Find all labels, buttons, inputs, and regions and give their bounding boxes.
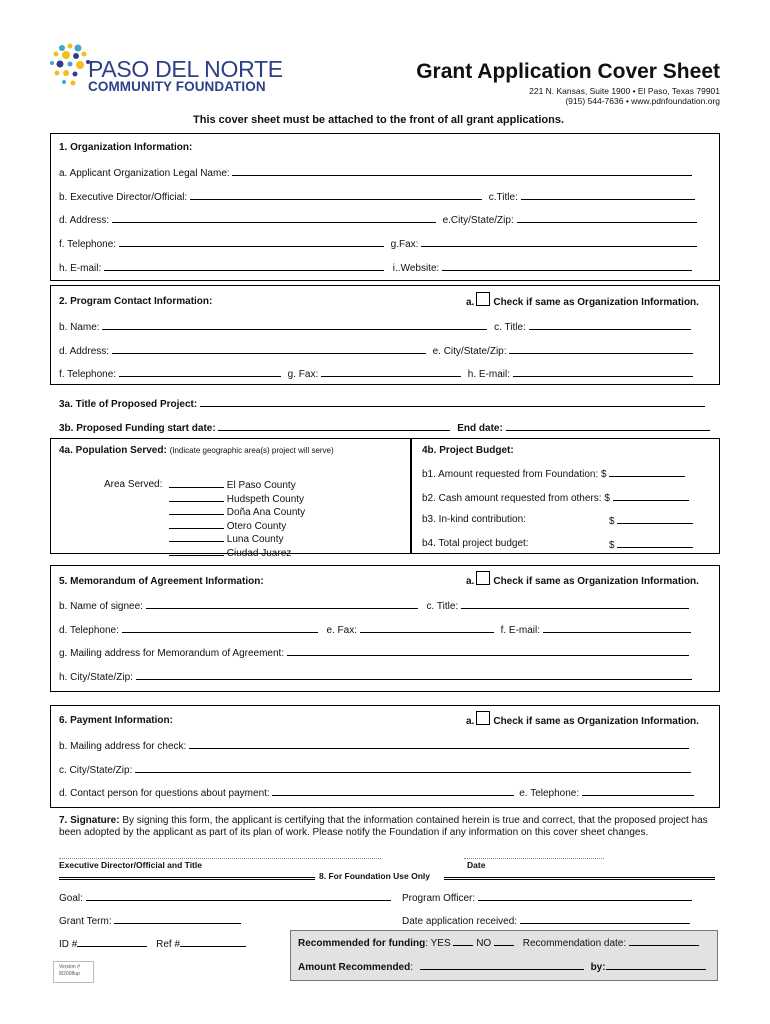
county-row xyxy=(169,492,305,506)
signature-line[interactable] xyxy=(59,858,381,859)
end-date-label: End date: xyxy=(457,423,503,434)
county-label: Ciudad Juarez xyxy=(226,547,292,559)
contact-title-field[interactable] xyxy=(529,320,691,330)
section4-divider xyxy=(410,438,412,554)
signature-statement xyxy=(59,815,724,838)
moa-phone-label: d. Telephone: xyxy=(59,625,119,636)
contact-phone-row xyxy=(59,367,693,380)
contact-address-field[interactable] xyxy=(112,344,426,354)
moa-fax-label: e. Fax: xyxy=(326,625,358,636)
county-field[interactable] xyxy=(169,505,224,515)
exec-director-field[interactable] xyxy=(190,190,482,200)
section2-heading: 2. Program Contact Information: xyxy=(59,296,213,307)
check-address-label: b. Mailing address for check: xyxy=(59,741,187,752)
org-website-label: i..Website: xyxy=(392,263,440,274)
signature-text-line2: been adopted by the applicant as part of its plan of work. Please notify the Foundation if any information on this cover sheet changes. xyxy=(59,826,649,838)
org-city-field[interactable] xyxy=(517,213,697,223)
ref-field[interactable] xyxy=(180,937,246,947)
budget-b2-field[interactable] xyxy=(613,491,689,501)
section5-heading: 5. Memorandum of Agreement Information: xyxy=(59,576,264,587)
address-line2: (915) 544-7636 • www.pdnfoundation.org xyxy=(565,96,720,106)
signee-title-label: c. Title: xyxy=(426,601,459,612)
section2-same-check xyxy=(466,292,699,308)
section5-check-label: Check if same as Organization Information. xyxy=(493,576,699,587)
area-served-label: Area Served: xyxy=(104,479,163,490)
payment-contact-row xyxy=(59,786,694,799)
population-heading xyxy=(59,445,334,456)
budget-b2-label: b2. Cash amount requested from others: $ xyxy=(422,493,610,504)
contact-email-label: h. E-mail: xyxy=(467,369,511,380)
logo xyxy=(48,40,283,98)
county-row xyxy=(169,532,305,546)
county-row xyxy=(169,505,305,519)
county-row xyxy=(169,546,305,560)
moa-email-field[interactable] xyxy=(543,623,691,633)
county-list xyxy=(169,478,305,559)
county-row xyxy=(169,478,305,492)
section6-heading: 6. Payment Information: xyxy=(59,715,173,726)
budget-b3-dollar: $ xyxy=(609,516,615,527)
recommendation-date-field[interactable] xyxy=(629,936,699,946)
signee-title-field[interactable] xyxy=(461,599,689,609)
exec-title-label: c.Title: xyxy=(488,192,518,203)
project-title-row xyxy=(59,397,705,410)
signature-label: 7. Signature: xyxy=(59,815,120,826)
amount-recommended-label: Amount Recommended xyxy=(298,962,411,973)
county-field[interactable] xyxy=(169,478,224,488)
goal-label: Goal: xyxy=(59,893,83,904)
contact-phone-label: f. Telephone: xyxy=(59,369,117,380)
section5-check-prefix: a. xyxy=(466,576,475,587)
moa-phone-field[interactable] xyxy=(122,623,318,633)
check-address-row xyxy=(59,739,689,752)
contact-email-field[interactable] xyxy=(513,367,693,377)
org-address-label: d. Address: xyxy=(59,215,110,226)
budget-b1-field[interactable] xyxy=(609,467,685,477)
logo-line2: COMMUNITY FOUNDATION xyxy=(88,79,266,94)
by-label: by: xyxy=(590,962,606,973)
program-officer-field[interactable] xyxy=(478,891,692,901)
payment-contact-label: d. Contact person for questions about payment: xyxy=(59,788,270,799)
county-field[interactable] xyxy=(169,519,224,529)
org-phone-label: f. Telephone: xyxy=(59,239,117,250)
org-fax-field[interactable] xyxy=(421,237,697,247)
date-received-label: Date application received: xyxy=(402,916,518,927)
county-label: Luna County xyxy=(226,534,284,545)
signature-caption: Executive Director/Official and Title xyxy=(59,860,202,870)
org-email-row xyxy=(59,261,692,274)
county-row xyxy=(169,519,305,533)
moa-city-field[interactable] xyxy=(136,670,692,680)
org-email-label: h. E-mail: xyxy=(59,263,102,274)
contact-phone-field[interactable] xyxy=(119,367,281,377)
budget-b2-row xyxy=(422,491,689,504)
by-field[interactable] xyxy=(606,960,706,970)
budget-heading: 4b. Project Budget: xyxy=(422,445,514,456)
exec-director-row xyxy=(59,190,695,203)
contact-fax-label: g. Fax: xyxy=(287,369,319,380)
org-fax-label: g.Fax: xyxy=(390,239,419,250)
check-address-field[interactable] xyxy=(189,739,689,749)
contact-city-label: e. City/State/Zip: xyxy=(432,346,507,357)
moa-fax-field[interactable] xyxy=(360,623,494,633)
goal-row xyxy=(59,891,391,904)
notice: This cover sheet must be attached to the front of all grant applications. xyxy=(193,114,565,126)
program-officer-label: Program Officer: xyxy=(402,893,476,904)
budget-b4-amount xyxy=(609,538,693,551)
yes-label: : YES xyxy=(425,938,451,949)
contact-fax-field[interactable] xyxy=(321,367,461,377)
budget-b3-field[interactable] xyxy=(617,514,693,524)
date-received-row xyxy=(402,914,690,927)
org-legal-name-field[interactable] xyxy=(232,166,692,176)
ref-label: Ref # xyxy=(156,939,181,950)
payment-city-row xyxy=(59,763,691,776)
section6-checkbox[interactable] xyxy=(476,711,490,725)
section2-checkbox[interactable] xyxy=(476,292,490,306)
recommended-row xyxy=(298,936,699,949)
project-title-label: 3a. Title of Proposed Project: xyxy=(59,399,198,410)
section6-check-prefix: a. xyxy=(466,716,475,727)
moa-city-label: h. City/State/Zip: xyxy=(59,672,133,683)
foundation-use-label: 8. For Foundation Use Only xyxy=(319,871,430,881)
budget-b3-amount xyxy=(609,514,693,527)
id-label: ID # xyxy=(59,939,78,950)
payment-city-label: c. City/State/Zip: xyxy=(59,765,133,776)
budget-b4-row xyxy=(422,538,529,549)
date-line[interactable] xyxy=(464,858,604,859)
budget-b3-label: b3. In-kind contribution: xyxy=(422,514,526,525)
contact-address-label: d. Address: xyxy=(59,346,110,357)
org-phone-field[interactable] xyxy=(119,237,384,247)
no-field[interactable] xyxy=(494,936,514,946)
section6-check-label: Check if same as Organization Information. xyxy=(493,716,699,727)
org-address-field[interactable] xyxy=(112,213,436,223)
signee-label: b. Name of signee: xyxy=(59,601,143,612)
payment-contact-field[interactable] xyxy=(272,786,514,796)
version-line2: 8/2008up xyxy=(59,971,80,977)
org-city-label: e.City/State/Zip: xyxy=(442,215,514,226)
contact-name-field[interactable] xyxy=(102,320,487,330)
grant-term-field[interactable] xyxy=(114,914,241,924)
budget-b4-field[interactable] xyxy=(617,538,693,548)
population-note: (Indicate geographic area(s) project will serve) xyxy=(169,446,334,455)
id-ref-row xyxy=(59,937,246,950)
start-date-field[interactable] xyxy=(218,421,450,431)
start-date-label: 3b. Proposed Funding start date: xyxy=(59,423,216,434)
county-label: El Paso County xyxy=(226,480,296,491)
signature-text-line1: By signing this form, the applicant is certifying that the information contained herein is true and correct, that the proposed project has xyxy=(122,815,708,826)
budget-b1-label: b1. Amount requested from Foundation: $ xyxy=(422,469,607,480)
county-label: Otero County xyxy=(226,520,287,532)
section1-heading: 1. Organization Information: xyxy=(59,142,193,153)
grant-term-label: Grant Term: xyxy=(59,916,112,927)
contact-address-row xyxy=(59,344,693,357)
org-email-field[interactable] xyxy=(104,261,384,271)
contact-name-label: b. Name: xyxy=(59,322,100,333)
budget-b1-row xyxy=(422,467,685,480)
funding-dates-row xyxy=(59,421,710,434)
org-address-row xyxy=(59,213,697,226)
logo-line1: PASO DEL NORTE xyxy=(88,56,283,82)
budget-b4-label: b4. Total project budget: xyxy=(422,538,529,549)
exec-title-field[interactable] xyxy=(521,190,695,200)
moa-city-row xyxy=(59,670,692,683)
county-field[interactable] xyxy=(169,546,224,556)
contact-name-row xyxy=(59,320,691,333)
org-legal-name-label: a. Applicant Organization Legal Name: xyxy=(59,168,230,179)
yes-field[interactable] xyxy=(453,936,473,946)
program-officer-row xyxy=(402,891,692,904)
amount-recommended-row: Amount Recommended: by: xyxy=(298,960,706,973)
county-field[interactable] xyxy=(169,492,224,502)
moa-address-label: g. Mailing address for Memorandum of Agreement: xyxy=(59,648,285,659)
no-label: NO xyxy=(476,938,492,949)
org-website-field[interactable] xyxy=(442,261,692,271)
amount-recommended-field[interactable] xyxy=(420,960,584,970)
section6-same-check xyxy=(466,711,699,727)
address-line1: 221 N. Kansas, Suite 1900 • El Paso, Texas 79901 xyxy=(529,86,720,96)
budget-b4-dollar: $ xyxy=(609,540,615,551)
payment-phone-label: e. Telephone: xyxy=(519,788,580,799)
section2-check-label: Check if same as Organization Information. xyxy=(493,297,699,308)
version-line1: Version # xyxy=(59,964,80,970)
recommended-label: Recommended for funding xyxy=(298,938,426,949)
section5-checkbox[interactable] xyxy=(476,571,490,585)
exec-director-label: b. Executive Director/Official: xyxy=(59,192,188,203)
county-field[interactable] xyxy=(169,532,224,542)
population-heading-label: 4a. Population Served: xyxy=(59,445,167,456)
section-organization xyxy=(50,133,720,281)
moa-phone-row xyxy=(59,623,691,636)
page-title: Grant Application Cover Sheet xyxy=(416,60,720,83)
signee-field[interactable] xyxy=(146,599,418,609)
moa-address-field[interactable] xyxy=(287,646,689,656)
section2-check-prefix: a. xyxy=(466,297,475,308)
date-caption: Date xyxy=(467,860,486,870)
budget-b3-row xyxy=(422,514,526,525)
end-date-field[interactable] xyxy=(506,421,710,431)
contact-city-field[interactable] xyxy=(509,344,693,354)
project-title-field[interactable] xyxy=(200,397,705,407)
county-label: Doña Ana County xyxy=(226,507,306,518)
recommendation-date-label: Recommendation date: xyxy=(522,938,627,949)
payment-phone-field[interactable] xyxy=(582,786,694,796)
signee-row xyxy=(59,599,689,612)
section5-same-check xyxy=(466,571,699,587)
moa-email-label: f. E-mail: xyxy=(500,625,541,636)
county-label: Hudspeth County xyxy=(226,493,305,505)
grant-term-row xyxy=(59,914,241,927)
id-field[interactable] xyxy=(77,937,147,947)
org-legal-name-row xyxy=(59,166,692,179)
moa-address-row xyxy=(59,646,689,659)
contact-title-label: c. Title: xyxy=(494,322,526,333)
payment-city-field[interactable] xyxy=(135,763,691,773)
date-received-field[interactable] xyxy=(520,914,690,924)
org-phone-row xyxy=(59,237,697,250)
goal-field[interactable] xyxy=(86,891,391,901)
